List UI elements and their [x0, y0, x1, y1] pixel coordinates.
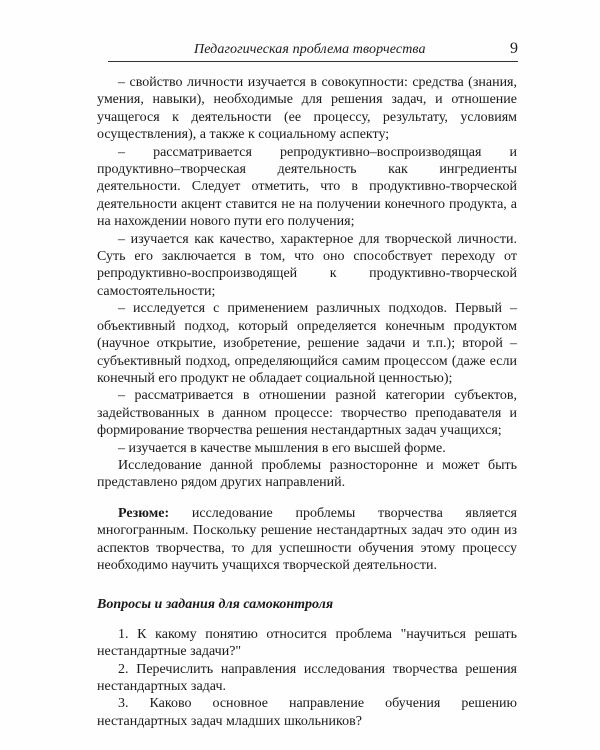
running-header-title: Педагогическая проблема творчества	[194, 42, 426, 57]
paragraph: – исследуется с применением различных подходов. Первый – объективный подход, который определяется конечным продуктом (научное открытие, изобретение, решение задачи и т.п.); второй – субъективный подход, определяющийся самим процессом (даже если конечный его продукт не обладает социальной ценностью);	[97, 301, 517, 386]
body-text	[97, 74, 517, 730]
paragraph: – изучается в качестве мышления в его высшей форме.	[118, 440, 446, 456]
question-item: 1. К какому понятию относится проблема "научиться решать нестандартные задачи?"	[97, 626, 517, 660]
question-item: 3. Каково основное направление обучения решению нестандартных задач младших школьников?	[97, 696, 517, 729]
running-header	[108, 40, 518, 62]
paragraph: – изучается как качество, характерное для творческой личности. Суть его заключается в том, что оно способствует переходу от репродуктивно-воспроизводящей к продуктивно-творческой самостоятельности;	[97, 231, 517, 299]
section-heading: Вопросы и задания для самоконтроля	[97, 597, 334, 613]
resume-paragraph	[97, 505, 517, 575]
page-number: 9	[510, 40, 518, 57]
paragraph: Исследование данной проблемы разносторонне и может быть представлено рядом других направлений.	[97, 457, 517, 491]
paragraph: – рассматривается в отношении разной категории субъектов, задействованных в данном процессе: творчество преподавателя и формирование творчества решения нестандартных задач учащихся;	[97, 388, 517, 439]
header-rule	[108, 61, 518, 62]
resume-text: исследование проблемы творчества является многогранным. Поскольку решение нестандартных задач это один из аспектов творчества, то для успешности обучения этому процессу необходимо научить учащихся творческой деятельности.	[97, 505, 517, 573]
paragraph: – свойство личности изучается в совокупности: средства (знания, умения, навыки), необходимые для решения задач, и отношение учащегося к деятельности (ее процессу, результату, условиям осуществления), а также к социальному аспекту;	[97, 75, 517, 143]
paragraph: – рассматривается репродуктивно–воспроизводящая и продуктивно–творческая деятельность как ингредиенты деятельности. Следует отметить, что в продуктивно-творческой деятельности акцент ставится не на получении конечного продукта, а на нахождении нового пути его получения;	[97, 144, 517, 230]
resume-label: Резюме:	[118, 505, 170, 521]
question-item: 2. Перечислить направления исследования творчества решения нестандартных задач.	[97, 661, 517, 694]
questions-list	[97, 626, 517, 730]
